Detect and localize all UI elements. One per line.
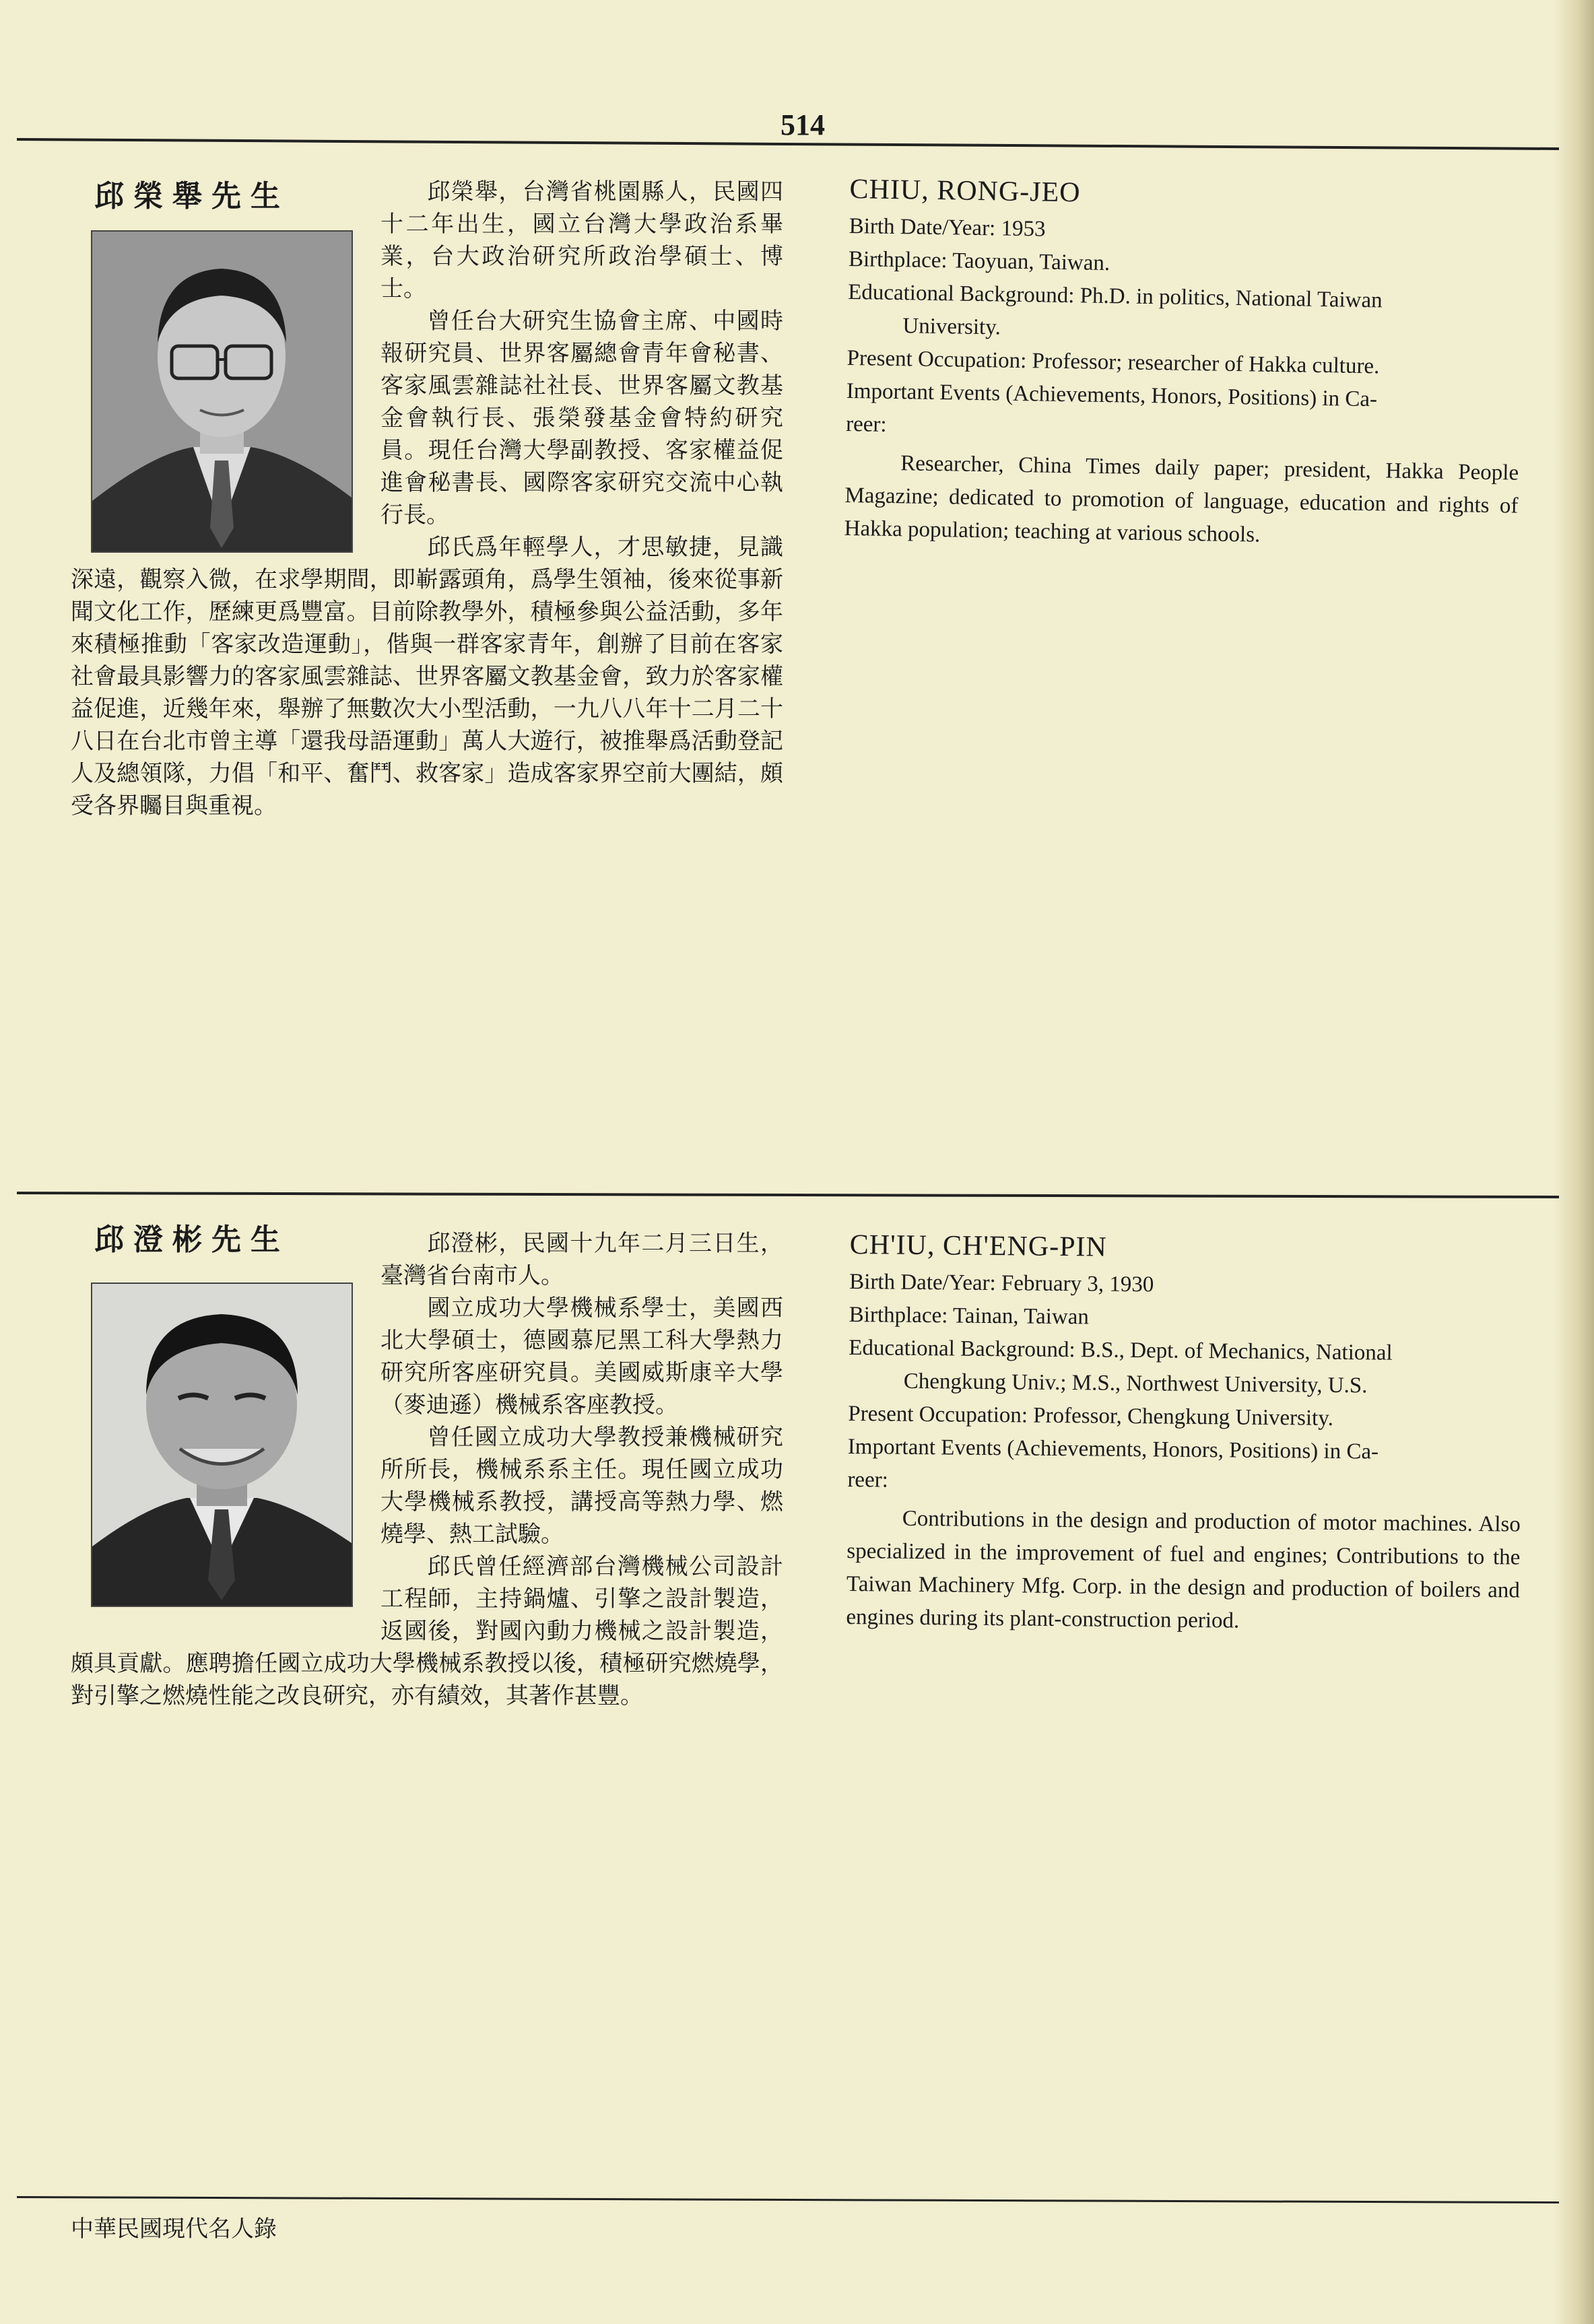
events-heading-continued: reer: [845,411,887,437]
education-continued: Chengkung Univ.; M.S., Northwest University, U.S. [903,1369,1368,1398]
footer-title: 中華民國現代名人錄 [71,2216,277,2243]
chinese-biography [71,176,783,822]
birth-date: Birth Date/Year: February 3, 1930 [849,1269,1154,1297]
occupation: Present Occupation: Professor, Chengkung University. [848,1401,1334,1431]
name-english: CHIU, RONG-JEO [849,173,1081,209]
important-events: Contributions in the design and production of motor machines. Also specialized in the improvement of fuel and engines; Contributions to the Taiwan Machinery Mfg. Corp. in the design and production of boilers and engines during its plant-construction period. [846,1506,1521,1633]
english-biography [844,173,1523,556]
name-chinese: 邱榮舉先生 [94,179,290,213]
biography-paragraph: 邱氏爲年輕學人，才思敏捷，見識深遠，觀察入微，在求學期間，即嶄露頭角，爲學生領袖，後來從事新聞文化工作，歷練更爲豐富。目前除教學外，積極參與公益活動，多年來積極推動「客家改造運動」，偕與一群客家青年，創辦了目前在客家社會最具影響力的客家風雲雜誌、世界客屬文教基金會，致力於客家權益促進，近幾年來，舉辦了無數次大小型活動，一九八八年十二月二十八日在台北市曾主導「還我母語運動」萬人大遊行，被推舉爲活動登記人及總領隊，力倡「和平、奮鬥、救客家」造成客家界空前大團結，頗受各界矚目與重視。 [71,534,783,819]
biography-paragraph: 曾任台大研究生協會主席、中國時報研究員、世界客屬總會青年會秘書、客家風雲雜誌社社長、世界客屬文教基金會執行長、張榮發基金會特約研究員。現任台灣大學副教授、客家權益促進會秘書長、國際客家研究交流中心執行長。 [380,308,783,528]
name-english: CH'IU, CH'ENG-PIN [849,1229,1108,1263]
footer-rule [17,2196,1559,2203]
page-number: 514 [781,108,825,141]
biography-paragraph: 邱榮舉，台灣省桃園縣人，民國四十二年出生，國立台灣大學政治系畢業，台大政治研究所政治學碩士、博士。 [380,178,783,302]
important-events: Researcher, China Times daily paper; president, Hakka People Magazine; dedicated to promotion of language, education and rights of Hakka population; teaching at various schools. [844,451,1519,547]
birthplace: Birthplace: Taoyuan, Taiwan. [848,246,1110,276]
biography-paragraph: 邱氏曾任經濟部台灣機械公司設計工程師，主持鍋爐、引擎之設計製造，返國後，對國內動力機械之設計製造，頗具貢獻。應聘擔任國立成功大學機械系教授以後，積極研究燃燒學，對引擎之燃燒性能之改良研究，亦有績效，其著作甚豐。 [71,1553,783,1709]
biography-paragraph: 國立成功大學機械系學士，美國西北大學碩士，德國慕尼黑工科大學熱力研究所客座研究員。美國威斯康辛大學（麥迪遜）機械系客座教授。 [380,1295,783,1419]
occupation: Present Occupation: Professor; researcher of Hakka culture. [846,345,1380,379]
birthplace: Birthplace: Tainan, Taiwan [849,1302,1090,1330]
chinese-biography [71,1227,783,1712]
education-continued: University. [902,314,1001,340]
events-heading: Important Events (Achievements, Honors, Positions) in Ca- [846,378,1378,412]
education: Educational Background: B.S., Dept. of Mechanics, National [849,1335,1393,1365]
birth-date: Birth Date/Year: 1953 [849,213,1046,242]
biography-paragraph: 曾任國立成功大學教授兼機械研究所所長，機械系系主任。現任國立成功大學機械系教授，講授高等熱力學、燃燒學、熱工試驗。 [380,1424,783,1548]
education: Educational Background: Ph.D. in politics, National Taiwan [847,279,1383,313]
entry-divider-rule [17,1192,1559,1198]
biography-paragraph: 邱澄彬，民國十九年二月三日生，臺灣省台南市人。 [380,1230,783,1289]
page-edge-shadow [1554,0,1594,2324]
events-heading-continued: reer: [847,1467,889,1493]
english-biography [846,1229,1523,1641]
events-heading: Important Events (Achievements, Honors, Positions) in Ca- [847,1434,1379,1464]
name-chinese: 邱澄彬先生 [94,1223,290,1257]
